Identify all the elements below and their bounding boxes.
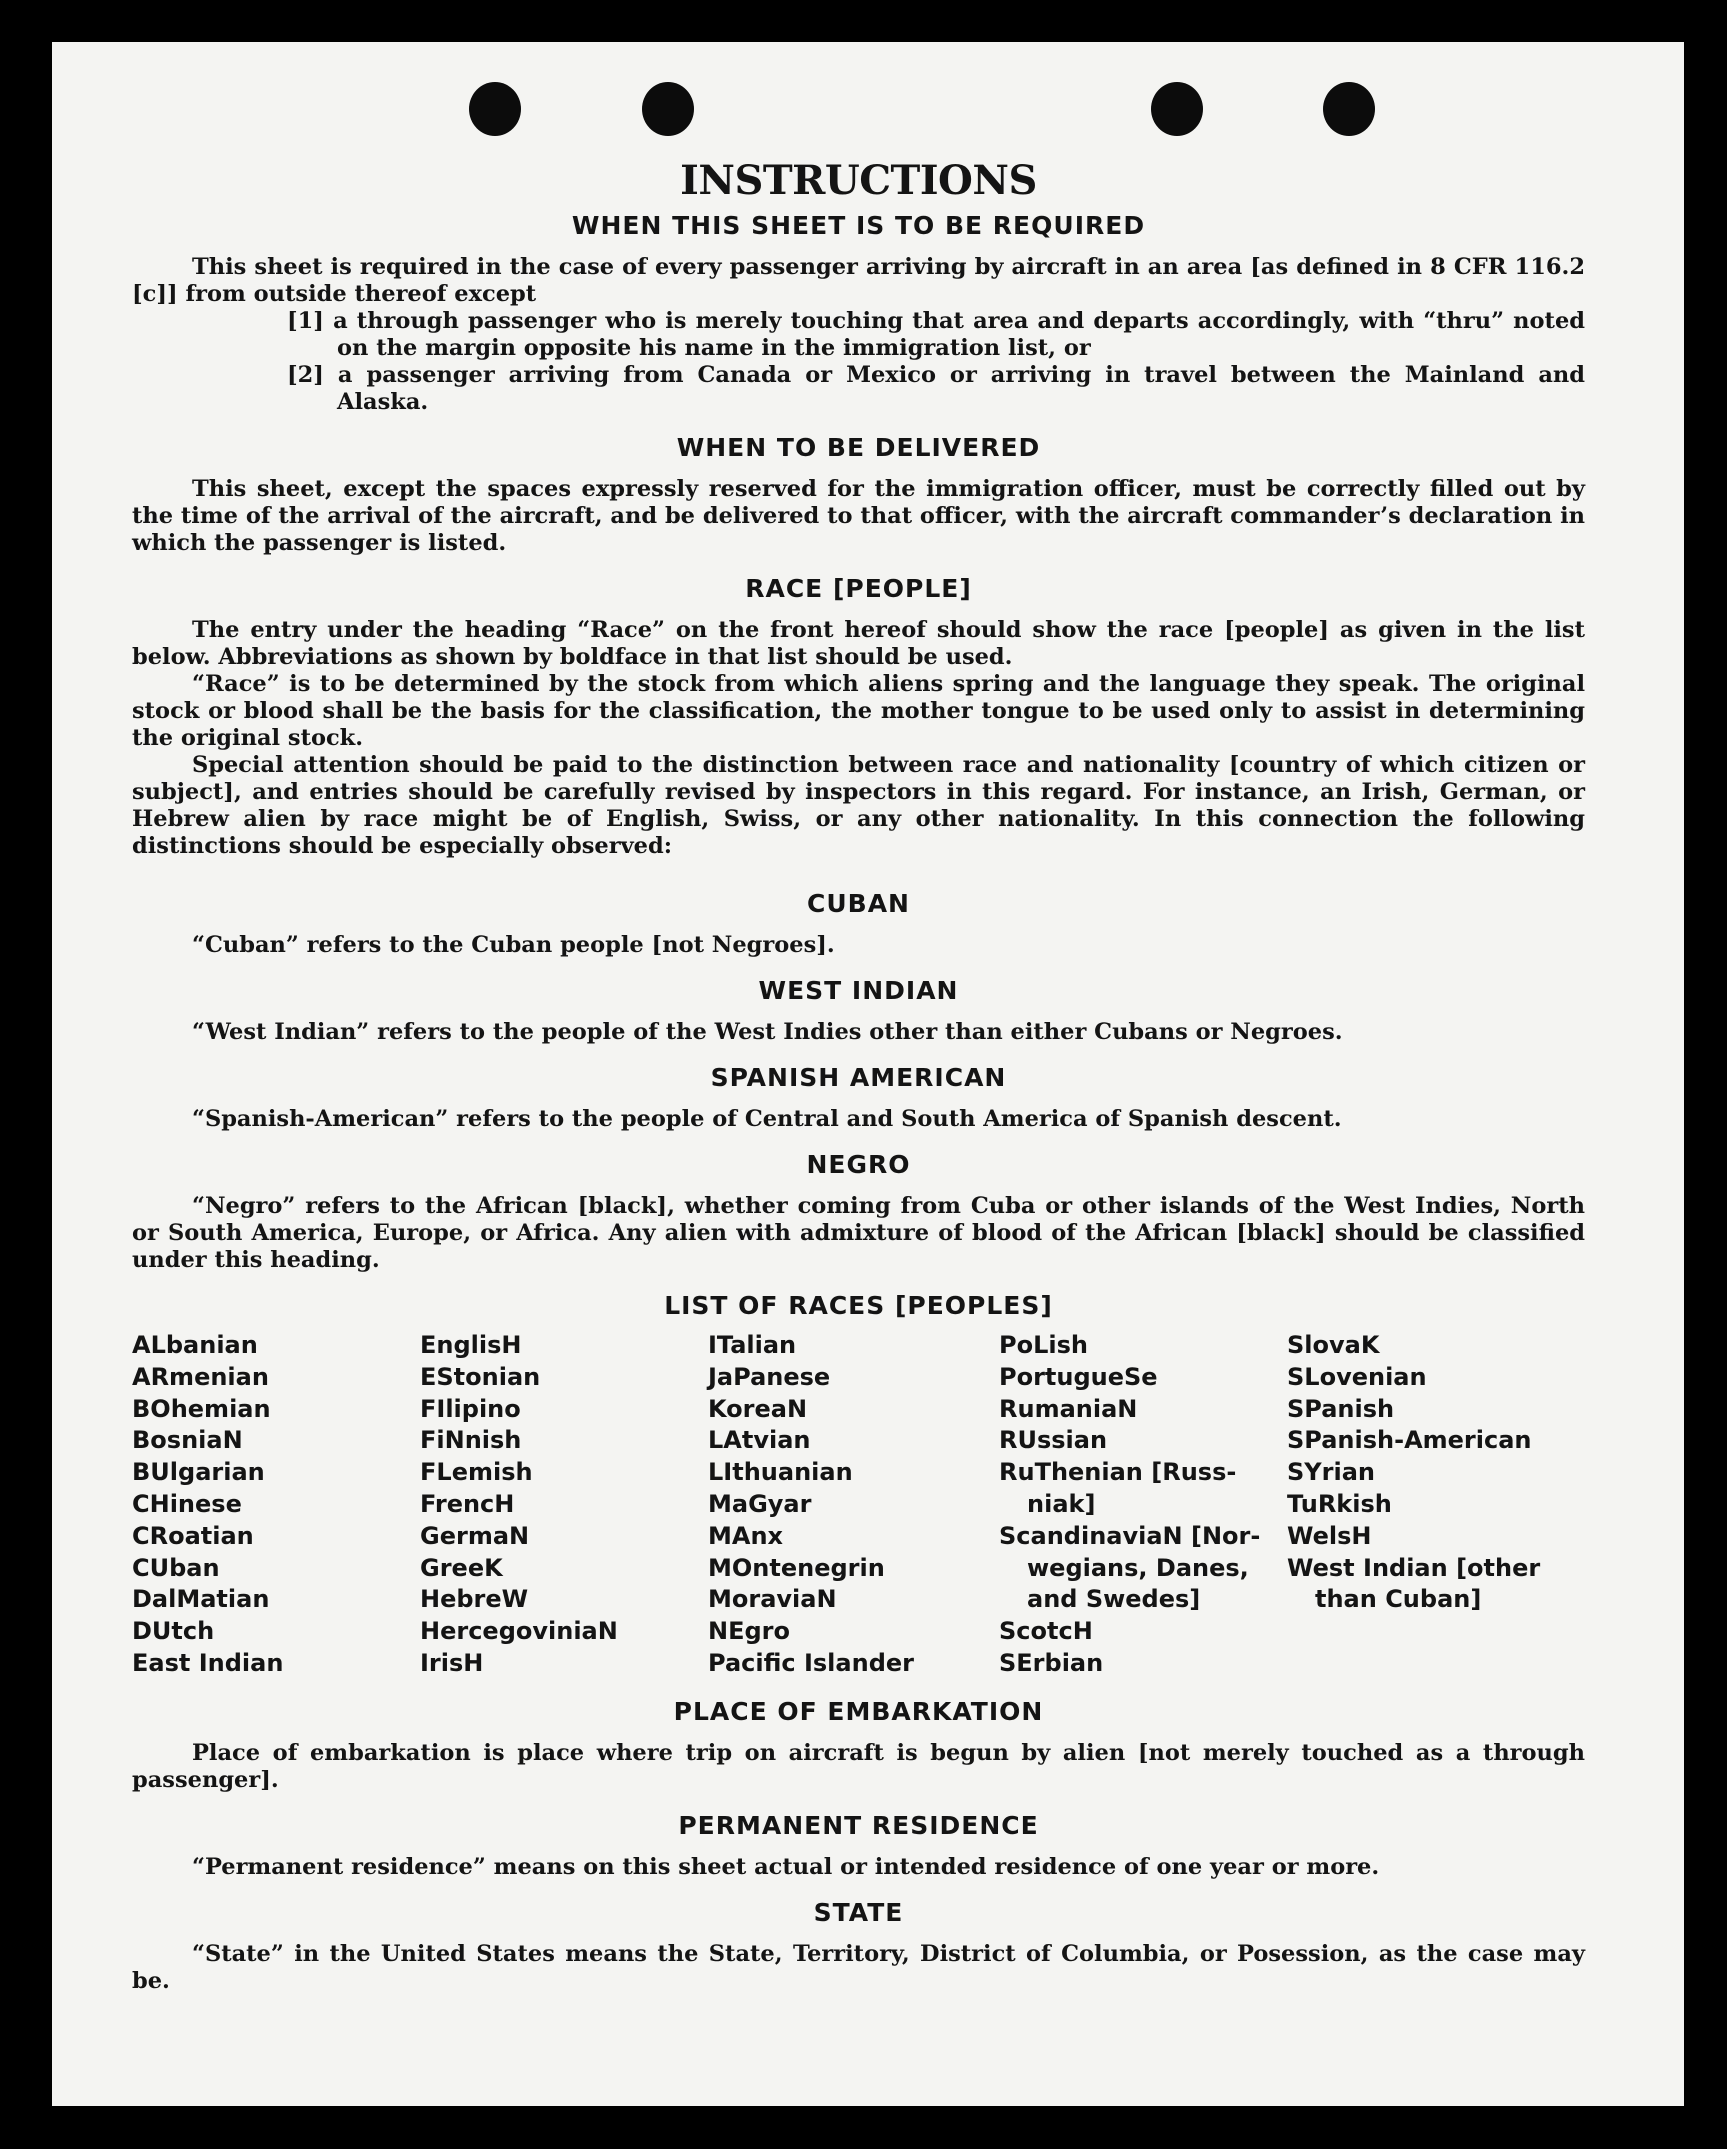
- race-list-item: MaGyar: [708, 1489, 812, 1518]
- race-list-item-continued: and Swedes]: [1027, 1585, 1201, 1614]
- race-list-item: GermaN: [420, 1521, 530, 1550]
- race-list-item: RuThenian [Russ-: [999, 1458, 1237, 1487]
- race-list-item: GreeK: [420, 1553, 503, 1582]
- section-heading-state: STATE: [813, 1897, 904, 1927]
- section-heading-embarkation: PLACE OF EMBARKATION: [673, 1696, 1044, 1726]
- race-list-item: PoLish: [999, 1331, 1088, 1359]
- race-list-item: ALbanian: [132, 1331, 258, 1359]
- delivered-text: This sheet, except the spaces expressly reserved for the immigration officer, must be correctly filled out by the time of the arrival of the aircraft, and be delivered to that officer, with the aircraft commander’s declaration in which the passenger is listed.: [132, 476, 1585, 556]
- section-heading-negro: NEGRO: [806, 1150, 911, 1179]
- race-list-item: Pacific Islander: [708, 1648, 914, 1677]
- race-list-item: ARmenian: [132, 1362, 269, 1391]
- race-list-item: MOntenegrin: [708, 1553, 885, 1582]
- race-paragraph-1: The entry under the heading “Race” on the front hereof should show the race [people] as given in the list below. Abbreviations as shown by boldface in that list should be used.: [132, 617, 1585, 670]
- race-paragraph-3: Special attention should be paid to the distinction between race and nationality [country of which citizen or subject], and entries should be carefully revised by inspectors in this regard. For instance, an Irish, German, or Hebrew alien by race might be of English, Swiss, or any other nationality. In this connection the following distinctions should be especially observed:: [132, 752, 1585, 859]
- negro-text: “Negro” refers to the African [black], whether coming from Cuba or other islands of the West Indies, North or South America, Europe, or Africa. Any alien with admixture of blood of the African [black] should be classified under this heading.: [132, 1193, 1585, 1273]
- residence-text: “Permanent residence” means on this sheet actual or intended residence of one year or more.: [192, 1853, 1380, 1880]
- race-list-item: FrencH: [420, 1489, 515, 1518]
- race-list: [132, 1330, 1585, 1680]
- punch-hole: [1323, 82, 1375, 136]
- race-list-item: CUban: [132, 1553, 220, 1582]
- race-list-column-5: [1287, 1330, 1567, 1680]
- race-list-item: LIthuanian: [708, 1458, 853, 1487]
- race-list-item: EStonian: [420, 1362, 541, 1391]
- punch-hole: [469, 82, 521, 136]
- race-list-item: CRoatian: [132, 1521, 254, 1550]
- race-list-item: KoreaN: [708, 1394, 808, 1423]
- race-list-item: DalMatian: [132, 1585, 270, 1614]
- state-text: “State” in the United States means the State, Territory, District of Columbia, or Posession, as the case may be.: [132, 1940, 1585, 1994]
- race-list-column-1: [132, 1330, 420, 1680]
- section-heading-cuban: CUBAN: [807, 889, 910, 918]
- race-list-item: RumaniaN: [999, 1394, 1138, 1423]
- required-intro: This sheet is required in the case of every passenger arriving by aircraft in an area [as defined in 8 CFR 116.2 [c]] from outside thereof except: [132, 254, 1585, 307]
- section-heading-west-indian: WEST INDIAN: [758, 976, 959, 1005]
- race-list-item: RUssian: [999, 1426, 1108, 1455]
- race-list-item: TuRkish: [1287, 1489, 1392, 1518]
- race-list-item: PortugueSe: [999, 1362, 1158, 1391]
- race-list-item: JaPanese: [708, 1362, 831, 1391]
- race-list-item: ITalian: [708, 1331, 797, 1359]
- section-heading-required: WHEN THIS SHEET IS TO BE REQUIRED: [571, 211, 1146, 240]
- section-heading-race: RACE [PEOPLE]: [745, 574, 972, 603]
- punch-hole: [642, 82, 694, 136]
- race-list-item: East Indian: [132, 1648, 284, 1677]
- race-list-item: DUtch: [132, 1617, 215, 1646]
- embarkation-text: Place of embarkation is place where trip on aircraft is begun by alien [not merely touched as a through passenger].: [132, 1739, 1585, 1793]
- race-list-item: SlovaK: [1287, 1331, 1380, 1359]
- race-list-item: FiNnish: [420, 1426, 522, 1455]
- race-list-item: LAtvian: [708, 1426, 811, 1455]
- race-list-item: HebreW: [420, 1585, 529, 1614]
- race-list-item: NEgro: [708, 1617, 790, 1646]
- race-list-item-continued: than Cuban]: [1315, 1585, 1482, 1614]
- race-list-item: HercegoviniaN: [420, 1617, 618, 1646]
- instructions-content: [132, 148, 1585, 1995]
- race-list-item: BOhemian: [132, 1394, 271, 1423]
- race-list-item: SPanish-American: [1287, 1426, 1532, 1455]
- race-list-item: EnglisH: [420, 1331, 522, 1359]
- section-heading-spanish-american: SPANISH AMERICAN: [710, 1063, 1007, 1092]
- race-list-item: MAnx: [708, 1521, 784, 1550]
- race-list-item: WelsH: [1287, 1521, 1372, 1550]
- cuban-text: “Cuban” refers to the Cuban people [not Negroes].: [192, 932, 835, 958]
- race-list-column-2: [420, 1330, 708, 1680]
- race-list-item: IrisH: [420, 1648, 484, 1677]
- race-list-column-3: [708, 1330, 999, 1680]
- race-list-item: ScandinaviaN [Nor-: [999, 1521, 1261, 1550]
- race-list-item: BUlgarian: [132, 1458, 265, 1487]
- race-list-item: CHinese: [132, 1489, 242, 1518]
- section-heading-residence: PERMANENT RESIDENCE: [678, 1810, 1039, 1840]
- race-list-item: ScotcH: [999, 1617, 1093, 1646]
- punch-hole: [1151, 82, 1203, 136]
- section-heading-race-list: LIST OF RACES [PEOPLES]: [664, 1291, 1053, 1320]
- spanish-american-text: “Spanish-American” refers to the people of Central and South America of Spanish descent.: [192, 1106, 1342, 1132]
- west-indian-text: “West Indian” refers to the people of the West Indies other than either Cubans or Negroes.: [192, 1019, 1343, 1045]
- race-list-item: FIlipino: [420, 1394, 521, 1423]
- race-list-item: SLovenian: [1287, 1362, 1427, 1391]
- required-item-1: [1] a through passenger who is merely touching that area and departs accordingly, with “thru” noted on the margin opposite his name in the immigration list, or: [287, 308, 1585, 361]
- race-paragraph-2: “Race” is to be determined by the stock from which aliens spring and the language they speak. The original stock or blood shall be the basis for the classification, the mother tongue to be used only to assist in determining the original stock.: [132, 671, 1585, 751]
- required-item-2: [2] a passenger arriving from Canada or Mexico or arriving in travel between the Mainland and Alaska.: [287, 362, 1585, 415]
- section-heading-delivered: WHEN TO BE DELIVERED: [676, 433, 1041, 462]
- race-list-item: SPanish: [1287, 1394, 1395, 1423]
- race-list-item: SErbian: [999, 1648, 1104, 1677]
- race-list-item: MoraviaN: [708, 1585, 837, 1614]
- race-list-item-continued: wegians, Danes,: [1027, 1553, 1249, 1582]
- race-list-item: FLemish: [420, 1458, 533, 1487]
- page-title: INSTRUCTIONS: [680, 157, 1037, 204]
- race-list-item: BosniaN: [132, 1426, 243, 1455]
- race-list-item: West Indian [other: [1287, 1553, 1541, 1582]
- race-list-item: SYrian: [1287, 1458, 1376, 1487]
- race-list-item-continued: niak]: [1027, 1489, 1096, 1518]
- race-list-column-4: [999, 1330, 1287, 1680]
